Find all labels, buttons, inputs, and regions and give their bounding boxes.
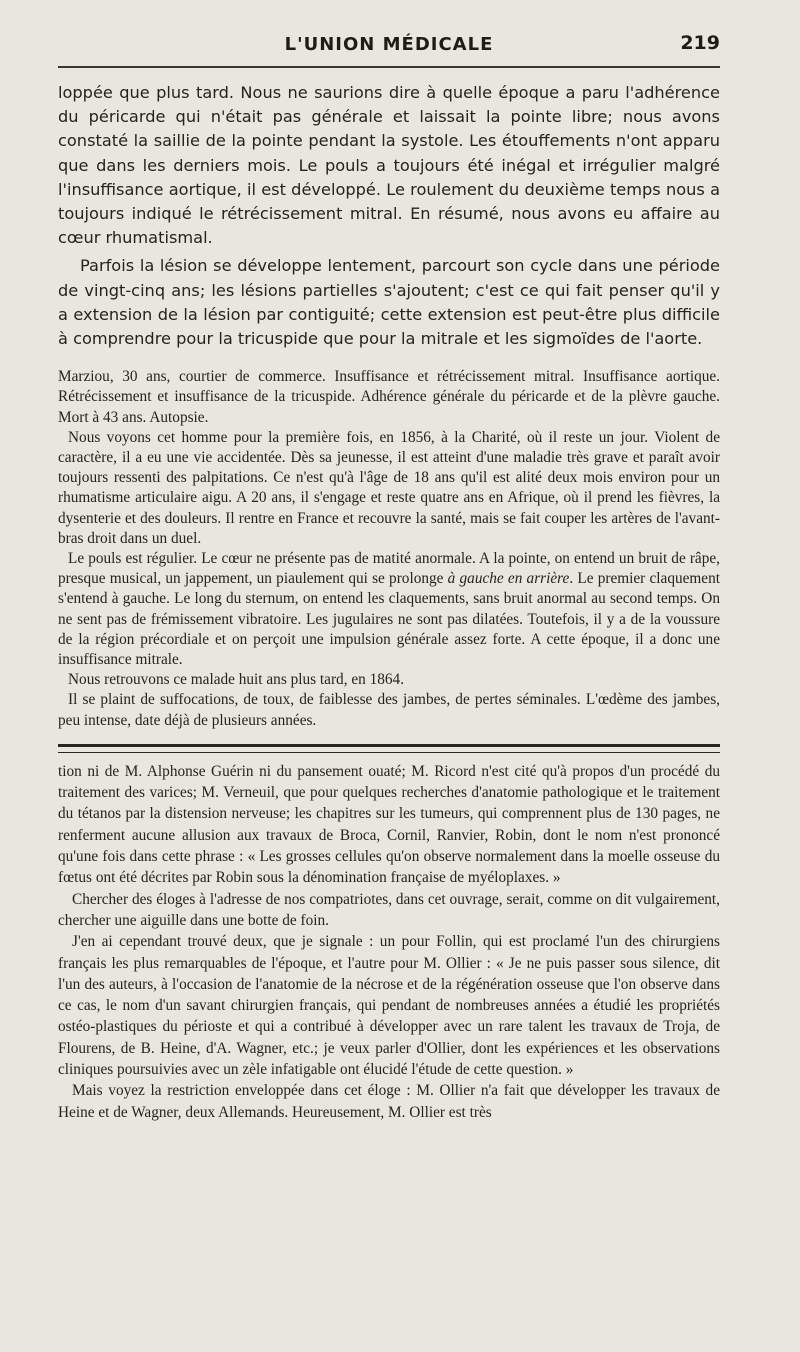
- case-paragraph-2-italic: à gauche en arrière: [447, 570, 570, 588]
- case-paragraph-2: [58, 549, 720, 670]
- feuilleton-paragraph-2: Chercher des éloges à l'adresse de nos compatriotes, dans cet ouvrage, serait, comme on dit vulgairement, chercher une aiguille dans une botte de foin.: [58, 890, 720, 929]
- page-number: 219: [680, 32, 720, 54]
- case-paragraph-2-text-a: Le pouls est régulier. Le cœur ne présente pas de matité anormale. A la pointe, on entend un bruit de râpe, presque musical, un jappement, un piaulement qui se prolonge: [58, 550, 720, 588]
- main-text: [58, 81, 720, 351]
- page-header: [58, 28, 720, 62]
- case-paragraph-2-text-b: . Le premier claquement s'entend à gauche. Le long du sternum, on entend les claquements, sans bruit anormal au second temps. On ne sent pas de frémissement vibratoire. Les jugulaires ne sont pas dilatées. Toutefois, il y a de la voussure de la région précordiale et on perçoit une impulsion générale assez forte. A cette époque, il a donc une insuffisance mitrale.: [58, 570, 720, 669]
- case-title: Marziou, 30 ans, courtier de commerce. Insuffisance et rétrécissement mitral. Insuffisance aortique. Rétrécissement et insuffisance de la tricuspide. Adhérence générale du péricarde et de la plèvre gauche. Mort à 43 ans. Autopsie.: [58, 368, 720, 426]
- feuilleton-paragraph-3: J'en ai cependant trouvé deux, que je signale : un pour Follin, qui est proclamé l'un des chirurgiens français les plus remarquables de l'époque, et l'autre pour M. Ollier : « Je ne puis passer sous silence, dit l'un des auteurs, à l'occasion de l'anatomie de la nécrose et de la régénération osseuse que l'on observe dans ce cas, le nom d'un savant chirurgien français, qui pendant de nombreuses années a étudié les propriétés ostéo-plastiques du périoste et qui a contribué à développer avec un rare talent les travaux de Troja, de Flourens, de B. Heine, d'A. Wagner, etc.; je veux parler d'Ollier, dont les expériences et les observations cliniques poursuivies avec un zèle infatigable ont élucidé l'étude de cette question. »: [58, 933, 720, 1079]
- case-paragraph-4: Il se plaint de suffocations, de toux, de faiblesse des jambes, de pertes séminales. L'œdème des jambes, peu intense, date déjà de plusieurs années.: [58, 691, 720, 729]
- feuilleton-divider: [58, 744, 720, 753]
- case-paragraph-1: Nous voyons cet homme pour la première fois, en 1856, à la Charité, où il reste un jour. Violent de caractère, il a eu une vie accidentée. Dès sa jeunesse, il est atteint d'une maladie très grave et paraît avoir toujours ressenti des palpitations. Ce n'est qu'à l'âge de 18 ans qu'il est alité deux mois environ pour un rhumatisme articulaire aigu. A 20 ans, il s'engage et reste quatre ans en Afrique, où il prend les fièvres, la dysenterie et des douleurs. Il rentre en France et recouvre la santé, mais se fait couper les artères de l'avant-bras droit dans un duel.: [58, 428, 720, 547]
- case-observation: [58, 367, 720, 731]
- running-title: L'UNION MÉDICALE: [284, 34, 494, 55]
- feuilleton-text: [58, 761, 720, 1123]
- header-rule: [58, 66, 720, 68]
- lead-paragraph-1: loppée que plus tard. Nous ne saurions dire à quelle époque a paru l'adhérence du péricarde qui n'était pas générale et laissait la pointe libre; nous avons constaté la saillie de la pointe pendant la systole. Les étouffements n'ont apparu que dans les derniers mois. Le pouls a toujours été inégal et irrégulier malgré l'insuffisance aortique, il est développé. Le roulement du deuxième temps nous a toujours indiqué le rétrécissement mitral. En résumé, nous avons eu affaire au cœur rhumatismal.: [58, 83, 720, 248]
- feuilleton-paragraph-1: tion ni de M. Alphonse Guérin ni du pansement ouaté; M. Ricord n'est cité qu'à propos d'un procédé du traitement des varices; M. Verneuil, que pour quelques recherches d'anatomie pathologique et le traitement du tétanos par la distension nerveuse; les chapitres sur les tumeurs, qui comprennent plus de 130 pages, ne renferment aucune allusion aux travaux de Broca, Cornil, Ranvier, Robin, dont le nom n'est prononcé qu'une fois dans cette phrase : « Les grosses cellules qu'on observe normalement dans la moelle osseuse du fœtus ont été décrites par Robin sous la dénomination française de myéloplaxes. »: [58, 762, 720, 887]
- lead-paragraph-2: Parfois la lésion se développe lentement, parcourt son cycle dans une période de vingt-cinq ans; les lésions partielles s'ajoutent; c'est ce qui fait penser qu'il y a extension de la lésion par contiguité; cette extension est peut-être plus difficile à comprendre pour la tricuspide que pour la mitrale et les sigmoïdes de l'aorte.: [58, 256, 720, 349]
- case-paragraph-3: Nous retrouvons ce malade huit ans plus tard, en 1864.: [68, 671, 405, 689]
- feuilleton-paragraph-4: Mais voyez la restriction enveloppée dans cet éloge : M. Ollier n'a fait que développer les travaux de Heine et de Wagner, deux Allemands. Heureusement, M. Ollier est très: [58, 1082, 720, 1121]
